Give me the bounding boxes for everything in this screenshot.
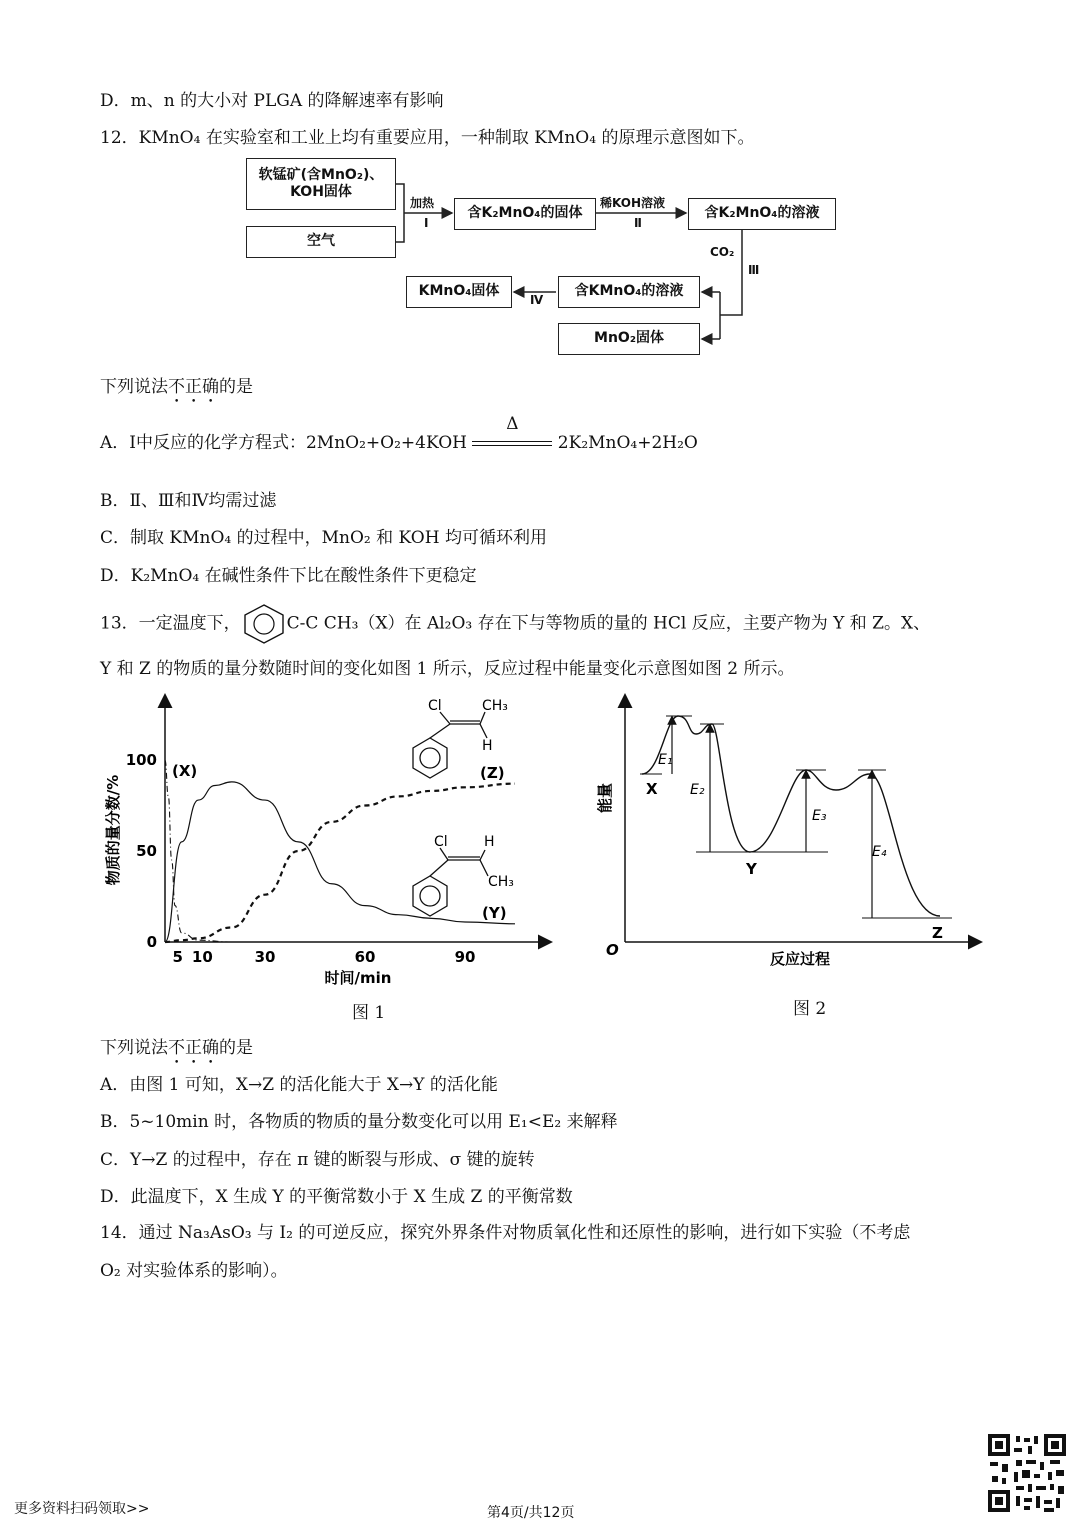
footer-more-resources[interactable]: 更多资料扫码领取>> <box>14 1501 150 1517</box>
kmno4-solid-box: KMnO₄固体 <box>406 276 512 308</box>
q14-stem-line2: O₂ 对实验体系的影响）。 <box>100 1261 288 1281</box>
kmno4-solution-box: 含KMnO₄的溶液 <box>558 276 700 308</box>
origin-label: O <box>606 941 619 959</box>
qr-code-icon[interactable] <box>988 1434 1066 1512</box>
series-y-label: (Y) <box>482 904 507 922</box>
q12-prompt <box>100 372 253 407</box>
figure-1-chart <box>100 690 560 990</box>
q13-option-d: D．此温度下，X 生成 Y 的平衡常数小于 X 生成 Z 的平衡常数 <box>100 1187 573 1207</box>
figure-2-energy-diagram <box>596 690 990 980</box>
energy-guides <box>640 716 952 918</box>
z-ch3-label: CH₃ <box>482 698 508 714</box>
q14-stem-line1: 14．通过 Na₃AsO₃ 与 I₂ 的可逆反应，探究外界条件对物质氧化性和还原性的影响，进行如下实验（不考虑 <box>100 1223 911 1243</box>
mno2-solid-box: MnO₂固体 <box>558 323 700 355</box>
join-bracket <box>396 184 404 242</box>
option-a-left: A．Ⅰ中反应的化学方程式：2MnO₂+O₂+4KOH <box>100 433 467 453</box>
q12-option-b: B．Ⅱ、Ⅲ和Ⅳ均需过滤 <box>100 491 277 511</box>
step4-numeral: Ⅳ <box>530 293 544 307</box>
step1-numeral: Ⅰ <box>424 216 429 230</box>
energy-arrows <box>672 720 872 918</box>
delta-symbol: Δ <box>506 413 519 434</box>
structure-y <box>413 848 488 916</box>
e3-label: E₃ <box>812 808 827 824</box>
figure-1-caption: 图 1 <box>352 1003 386 1023</box>
energy-axis-label: 能量 <box>596 782 614 814</box>
x-tick-label: 90 <box>454 948 476 966</box>
benzene-ring-icon <box>241 606 287 642</box>
prompt-text: 下列说法 <box>100 1038 168 1058</box>
prompt-emphasis: 不正确 <box>168 1038 219 1058</box>
y-h-label: H <box>484 834 495 850</box>
prompt-text-end: 的是 <box>219 377 253 397</box>
energy-profile-curve <box>642 716 940 916</box>
series-z-line <box>165 784 515 942</box>
step3-numeral: Ⅲ <box>748 263 760 277</box>
reaction-axis-label: 反应过程 <box>769 950 831 968</box>
q13-prompt <box>100 1033 253 1068</box>
equals-sign <box>472 441 552 446</box>
q12-option-a <box>100 413 698 454</box>
flow-arrows <box>0 0 1080 400</box>
y-axis-label: 物质的量分数/% <box>104 774 122 886</box>
q12-option-c: C．制取 KMnO₄ 的过程中，MnO₂ 和 KOH 均可循环利用 <box>100 528 547 548</box>
step3-co2: CO₂ <box>710 245 735 259</box>
air-box: 空气 <box>246 226 396 258</box>
q13-option-a: A．由图 1 可知，X→Z 的活化能大于 X→Y 的活化能 <box>100 1075 498 1095</box>
series-y-line <box>165 782 515 942</box>
y-tick-label: 50 <box>136 842 157 860</box>
x-axis-label: 时间/min <box>324 969 392 987</box>
x-tick-label: 5 <box>172 948 183 966</box>
step2-label: 稀KOH溶液 <box>600 196 666 210</box>
k2mno4-solid-box: 含K₂MnO₄的固体 <box>454 198 596 230</box>
x-tick-label: 60 <box>354 948 376 966</box>
y-tick-label: 0 <box>146 933 157 951</box>
option-a-right: 2K₂MnO₄+2H₂O <box>557 433 698 453</box>
reaction-condition <box>472 413 552 454</box>
z-h-label: H <box>482 738 493 754</box>
stem-a: 13．一定温度下， <box>100 613 241 634</box>
y-ch3-label: CH₃ <box>488 874 514 890</box>
figure-2-caption: 图 2 <box>793 999 827 1019</box>
q12-option-d: D．K₂MnO₄ 在碱性条件下比在酸性条件下更稳定 <box>100 566 477 586</box>
q11-option-d: D．m、n 的大小对 PLGA 的降解速率有影响 <box>100 91 444 111</box>
q13-option-b: B．5~10min 时，各物质的物质的量分数变化可以用 E₁<E₂ 来解释 <box>100 1112 618 1132</box>
structure-z <box>413 712 487 778</box>
x-tick-label: 30 <box>254 948 276 966</box>
y-cl-label: Cl <box>434 834 448 850</box>
x-tick-label: 10 <box>191 948 213 966</box>
z-cl-label: Cl <box>428 698 442 714</box>
series-z-label: (Z) <box>480 764 505 782</box>
q13-stem-line1 <box>100 606 930 642</box>
species-x: X <box>646 780 658 798</box>
step2-numeral: Ⅱ <box>634 216 642 230</box>
k2mno4-solution-box: 含K₂MnO₄的溶液 <box>688 198 836 230</box>
species-z: Z <box>932 924 943 942</box>
ore-koh-box: 软锰矿(含MnO₂)、KOH固体 <box>246 158 396 210</box>
stem-b: C-C CH₃（X）在 Al₂O₃ 存在下与等物质的量的 HCl 反应，主要产物为 Y 和 Z。X、 <box>286 613 931 634</box>
q13-stem-line2: Y 和 Z 的物质的量分数随时间的变化如图 1 所示，反应过程中能量变化示意图如图 2 所示。 <box>100 659 795 679</box>
y-tick-label: 100 <box>125 751 157 769</box>
prompt-text-end: 的是 <box>219 1038 253 1058</box>
prompt-emphasis: 不正确 <box>168 377 219 397</box>
species-y: Y <box>746 860 757 878</box>
series-x-label: (X) <box>172 762 198 780</box>
e2-label: E₂ <box>690 782 705 798</box>
q12-stem: 12．KMnO₄ 在实验室和工业上均有重要应用，一种制取 KMnO₄ 的原理示意图如下。 <box>100 128 755 148</box>
page-number: 第4页/共12页 <box>487 1505 575 1521</box>
arrow-step3-line <box>720 230 742 315</box>
e4-label: E₄ <box>872 844 887 860</box>
q13-option-c: C．Y→Z 的过程中，存在 π 键的断裂与形成、σ 键的旋转 <box>100 1150 535 1170</box>
prompt-text: 下列说法 <box>100 377 168 397</box>
step1-label: 加热 <box>410 196 435 210</box>
e1-label: E₁ <box>658 752 673 768</box>
